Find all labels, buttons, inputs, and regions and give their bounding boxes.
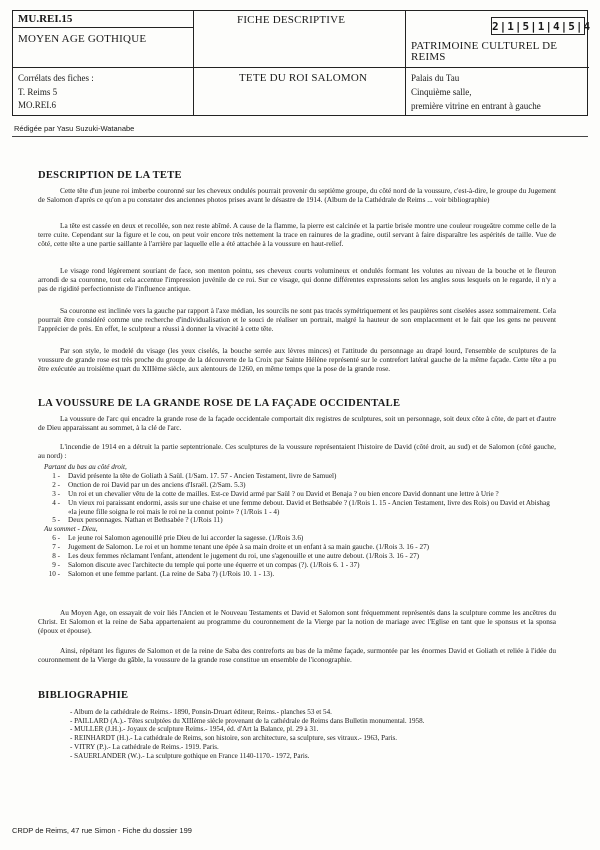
- bibliography-entry: - MULLER (J.H.).- Joyaux de sculpture Reims.- 1954, éd. d'Art la Balance, pl. 29 à 31.: [70, 725, 319, 734]
- paragraph: Sa couronne est inclinée vers la gauche par rapport à l'axe médian, les sourcils ne sont pas tracés symétriquement et les paupières sont ciselées assez sommairement. Cela pourrait être considéré comme une recherche d'individualisation et le souci de réaliser un portrait, malgré la hauteur de son emplacement et le fait que les gens ne peuvent l'apprécier de près. En effet, le sculpteur a réussi à donner la vivacité à cette tête.: [38, 306, 556, 334]
- doc-type: FICHE DESCRIPTIVE: [237, 14, 346, 26]
- bibliography-entry: - Album de la cathédrale de Reims.- 1890, Ponsin-Druart éditeur, Reims.- planches 53 et 54.: [70, 708, 332, 716]
- fiche-code: 2|1|5|1|4|5|4: [491, 17, 585, 35]
- correlat-item: MO.REI.6: [18, 100, 56, 110]
- footer: CRDP de Reims, 47 rue Simon - Fiche du dossier 199: [12, 826, 192, 835]
- section-title: BIBLIOGRAPHIE: [38, 690, 129, 701]
- header-divider: [13, 67, 589, 68]
- header-divider: [193, 11, 194, 115]
- paragraph: Le visage rond légèrement souriant de face, son menton pointu, ses cheveux courts volumineux et ondulés formant les volutes au niveau de la bouche et le fleuron arrondi de sa couronne, tout cela accentue l'impression juvénile de ce roi. Sur ce visage, qui donne différentes expressions selon les angles sous lesquels on le regarde, il n'y a pas de rigidité perfectionniste de l'influence antique.: [38, 266, 556, 294]
- bibliography-entry: - REINHARDT (H.).- La cathédrale de Reims, son histoire, son architecture, sa sculpture, ses vitraux.- 1963, Paris.: [70, 734, 398, 743]
- paragraph: Cette tête d'un jeune roi imberbe couronné sur les cheveux ondulés pourrait provenir du septième groupe, du côté nord de la voussure, c'est-à-dire, le groupe du Jugement de Salomon d'après ce qu'on a pu constater des anciennes photos prises avant le désastre de 1914. (Album de la Cathédrale de Reims ... voir bibliographie): [38, 186, 556, 205]
- list-item: 4 - Un vieux roi paraissant endormi, assis sur une chaise et une femme debout. David et Bethsabée ? (1/Rois 1. 15 - Ancien Testament, livre des Rois) ou David et Abishag «la jeune fille soigna le roi mais le roi ne la connut point» ? (1/Rois 1 - 4): [52, 498, 550, 516]
- list-subheading: Partant du bas au côté droit,: [44, 463, 127, 471]
- section-title: LA VOUSSURE DE LA GRANDE ROSE DE LA FAÇADE OCCIDENTALE: [38, 398, 401, 409]
- paragraph: Ainsi, répétant les figures de Salomon et de la reine de Saba des contreforts au bas de la même façade, surmontée par les énormes David et Goliath et reliée à l'idée du couronnement de la Vierge du gâble, la voussure de la grande rose constitue un ensemble de l'iconographie.: [38, 646, 556, 665]
- list-item: 9 - Salomon discute avec l'architecte du temple qui porte une équerre et un compas (?). (1/Rois 6. 1 - 37): [52, 560, 360, 569]
- header-divider: [13, 27, 193, 28]
- list-item: 2 - Onction de roi David par un des anciens d'Israël. (2/Sam. 5.3): [52, 480, 246, 489]
- location-line: Cinquième salle,: [411, 87, 472, 97]
- paragraph: La tête est cassée en deux et recollée, son nez reste abîmé. A cause de la flamme, la pierre est calcinée et la partie brisée montre une couleur rougeâtre comme celle de la terre cuite. Cependant sur la figure et le cou, on peut voir encore très nettement la trace en rainures de la gradine, outil servant à faire disparaître les aspérités de taille. Vue de côté, cette tête a une partie saillante à l'arrière par laquelle elle a été attachée à la voussure en haut-relief.: [38, 221, 556, 249]
- voussure-list: [38, 463, 558, 579]
- header-grid: [12, 10, 592, 116]
- location-line: Palais du Tau: [411, 73, 460, 83]
- list-item: 8 - Les deux femmes réclamant l'enfant, attendent le jugement du roi, une s'agenouille et une autre debout. (1/Rois 3. 16 - 27): [52, 552, 420, 561]
- fiche-ref: MU.REI.15: [18, 13, 73, 25]
- patrimoine: PATRIMOINE CULTUREL DE REIMS: [411, 40, 558, 63]
- bibliography-list: [70, 708, 540, 760]
- period: MOYEN AGE GOTHIQUE: [18, 33, 147, 45]
- paragraph: Par son style, le modelé du visage (les yeux ciselés, la bouche serrée aux lèvres minces) et l'attitude du personnage au drapé lourd, l'ensemble de sculptures de la voussure de grande rose est très proche du groupe de la découverte de la Croix par Sainte Hélène représenté sur le contrefort latéral gauche de la même façade. Cette tête a pu être exécutée au troisième quart du XIIIème siècle, aux alentours de 1260, en même temps que la pose de la grande rose.: [38, 346, 556, 374]
- subject-title: TETE DU ROI SALOMON: [239, 72, 368, 84]
- paragraph: La voussure de l'arc qui encadre la grande rose de la façade occidentale comportait dix registres de sculptures, soit un personnage, soit deux côte à côte, de part et d'autre de Dieu apparaissant au sommet, à la clé de l'arc.: [38, 414, 556, 433]
- divider-rule: [12, 136, 588, 137]
- list-item: 6 - Le jeune roi Salomon agenouillé prie Dieu de lui accorder la sagesse. (1/Rois 3.6): [52, 534, 304, 543]
- bibliography-entry: - SAUERLANDER (W.).- La sculpture gothique en France 1140-1170.- 1972, Paris.: [70, 751, 310, 760]
- paragraph: Au Moyen Age, on essayait de voir liés l'Ancien et le Nouveau Testaments et David et Salomon sont fréquemment représentés dans la sculpture comme les ancêtres du Christ. Et Salomon et la reine de Saba appartenaient au programme du couronnement de la Vierge par la notion de mariage avec l'Eglise en tant que le sponsus et la sponsa (époux et épouse).: [38, 608, 556, 636]
- section-title: DESCRIPTION DE LA TETE: [38, 170, 182, 181]
- correlat-item: T. Reims 5: [18, 87, 58, 97]
- list-item: 1 - David présente la tête de Goliath à Saül. (1/Sam. 17. 57 - Ancien Testament, livre de Samuel): [52, 471, 337, 480]
- paragraph: L'incendie de 1914 en a détruit la partie septentrionale. Ces sculptures de la voussure représentaient l'histoire de David (côté droit, au sud) et de Salomon (côté gauche, au nord) :: [38, 442, 556, 461]
- author-line: Rédigée par Yasu Suzuki-Watanabe: [14, 124, 135, 133]
- correlats-label: Corrélats des fiches :: [18, 73, 94, 83]
- bibliography-entry: - PAILLARD (A.).- Têtes sculptées du XIIIème siècle provenant de la cathédrale de Reims dans Bulletin monumental. 1958.: [70, 716, 425, 725]
- header-divider: [405, 11, 406, 115]
- list-item: 7 - Jugement de Salomon. Le roi et un homme tenant une épée à sa main droite et un enfant à sa main gauche. (1/Rois 3. 16 - 27): [52, 543, 430, 552]
- location-line: première vitrine en entrant à gauche: [411, 101, 541, 111]
- list-item: 3 - Un roi et un chevalier vêtu de la cotte de mailles. Est-ce David armé par Saül ? ou David et Benaja ? ou bien encore David donnant une lettre à Urie ?: [52, 489, 499, 498]
- list-item: 5 - Deux personnages. Nathan et Bethsabée ? (1/Rois 11): [52, 516, 223, 525]
- bibliography-entry: - VITRY (P.).- La cathédrale de Reims.- 1919. Paris.: [70, 742, 219, 751]
- list-item: 10 - Salomon et une femme parlant. (La reine de Saba ?) (1/Rois 10. 1 - 13).: [48, 569, 275, 578]
- list-subheading: Au sommet - Dieu,: [44, 525, 98, 534]
